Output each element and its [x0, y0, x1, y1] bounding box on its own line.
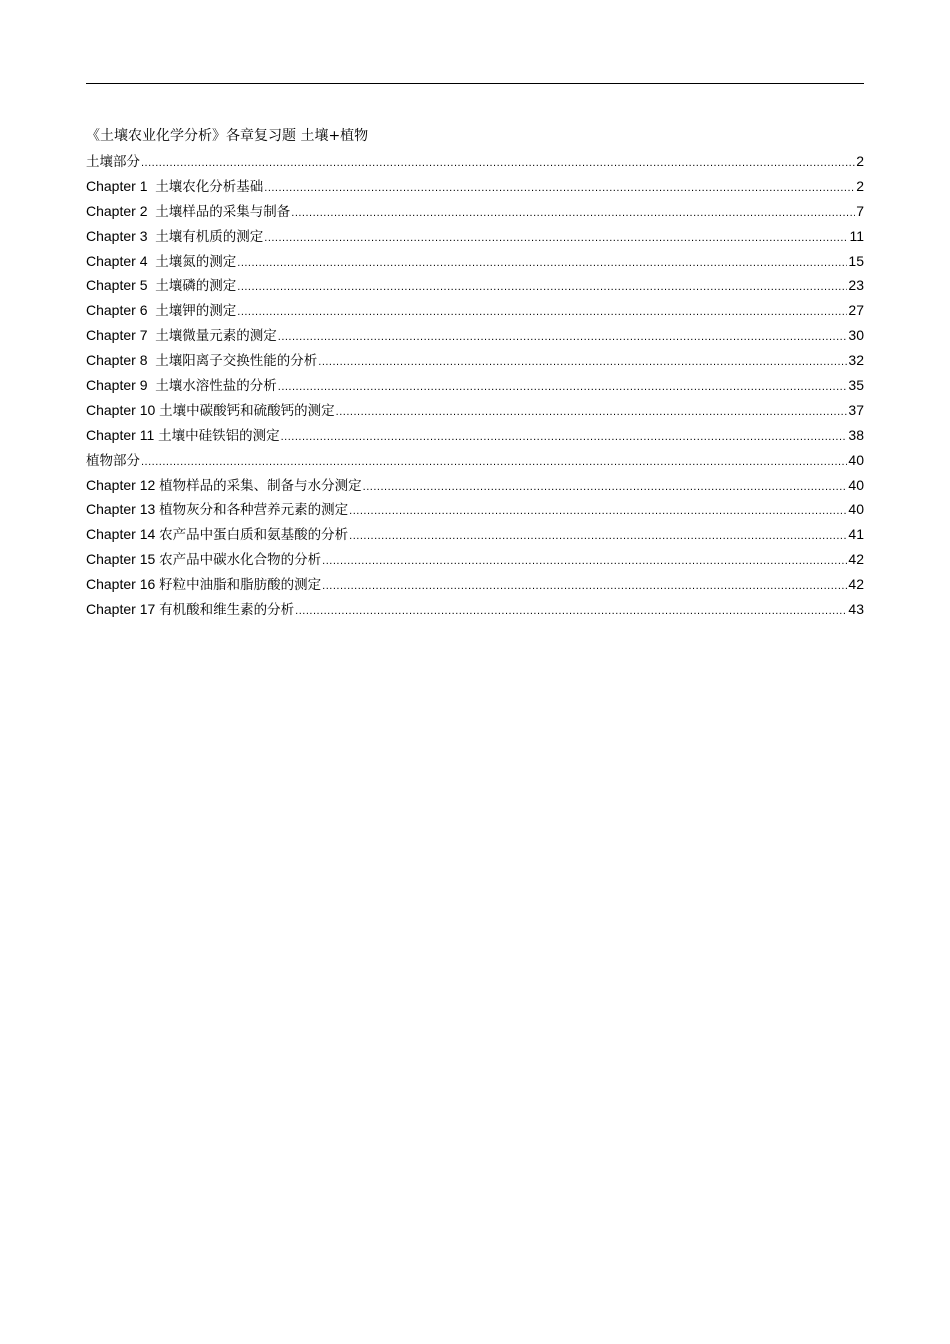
toc-entry-chapter-number: Chapter 16	[86, 576, 160, 593]
toc-entry[interactable]	[86, 549, 864, 574]
toc-entry-chapter-number: Chapter 10	[86, 401, 160, 418]
toc-dot-leader	[278, 327, 848, 347]
table-of-contents	[86, 151, 864, 624]
toc-dot-leader	[264, 228, 848, 248]
toc-entry-title: 土壤样品的采集与制备	[155, 203, 291, 220]
toc-entry-page-number: 15	[848, 252, 864, 269]
toc-entry[interactable]	[86, 251, 864, 276]
toc-dot-leader	[141, 153, 855, 173]
toc-dot-leader	[363, 477, 848, 497]
toc-entry-title: 籽粒中油脂和脂肪酸的测定	[159, 577, 322, 594]
toc-entry-chapter-number: Chapter 5	[86, 277, 156, 294]
toc-entry-title: 土壤中硅铁铝的测定	[158, 427, 280, 444]
toc-entry-title: 植物部分	[86, 452, 140, 469]
toc-entry-chapter-number: Chapter 17	[86, 601, 160, 618]
toc-entry-title: 土壤磷的测定	[155, 278, 237, 295]
toc-entry-title: 植物灰分和各种营养元素的测定	[159, 502, 349, 519]
toc-entry-page-number: 2	[856, 177, 864, 194]
toc-entry-title: 有机酸和维生素的分析	[159, 602, 295, 619]
document-title: 《土壤农业化学分析》各章复习题 土壤+植物	[86, 128, 369, 144]
toc-entry[interactable]	[86, 300, 864, 325]
toc-entry[interactable]	[86, 375, 864, 400]
toc-entry-chapter-number: Chapter 7	[86, 327, 156, 344]
toc-entry[interactable]	[86, 524, 864, 549]
toc-entry[interactable]	[86, 275, 864, 300]
toc-entry-title: 土壤氮的测定	[155, 253, 237, 270]
toc-entry-page-number: 40	[848, 501, 864, 518]
toc-entry[interactable]	[86, 574, 864, 599]
toc-entry-title: 土壤有机质的测定	[155, 228, 264, 245]
toc-entry-chapter-number: Chapter 6	[86, 302, 156, 319]
toc-entry-title: 土壤农化分析基础	[155, 178, 264, 195]
toc-entry[interactable]	[86, 201, 864, 226]
header-rule	[86, 83, 864, 84]
toc-entry-page-number: 41	[848, 526, 864, 543]
toc-entry-title: 农产品中碳水化合物的分析	[159, 552, 322, 569]
toc-entry[interactable]	[86, 325, 864, 350]
toc-entry-chapter-number: Chapter 4	[86, 252, 156, 269]
toc-entry-page-number: 38	[848, 426, 864, 443]
toc-dot-leader	[349, 501, 847, 521]
toc-entry-title: 土壤阳离子交换性能的分析	[155, 353, 318, 370]
toc-entry-chapter-number: Chapter 12	[86, 476, 160, 493]
toc-entry[interactable]	[86, 350, 864, 375]
toc-entry-chapter-number: Chapter 8	[86, 352, 156, 369]
toc-entry[interactable]	[86, 599, 864, 624]
toc-dot-leader	[349, 526, 847, 546]
toc-entry-chapter-number: Chapter 3	[86, 227, 156, 244]
toc-entry[interactable]	[86, 499, 864, 524]
toc-entry-chapter-number: Chapter 14	[86, 526, 160, 543]
toc-dot-leader	[264, 178, 855, 198]
toc-entry-chapter-number: Chapter 9	[86, 377, 156, 394]
toc-entry-chapter-number: Chapter 11	[86, 426, 159, 443]
toc-entry-page-number: 40	[848, 476, 864, 493]
toc-dot-leader	[336, 402, 848, 422]
toc-entry-page-number: 43	[848, 601, 864, 618]
toc-entry-title: 土壤部分	[86, 154, 140, 170]
toc-dot-leader	[281, 427, 848, 447]
toc-entry-chapter-number: Chapter 13	[86, 501, 160, 518]
toc-entry-page-number: 32	[848, 352, 864, 369]
toc-entry-title: 土壤微量元素的测定	[155, 328, 277, 345]
toc-entry-page-number: 11	[849, 227, 864, 244]
toc-entry-page-number: 23	[848, 277, 864, 294]
toc-entry[interactable]	[86, 151, 864, 176]
toc-entry-title: 土壤钾的测定	[155, 303, 237, 320]
toc-entry[interactable]	[86, 450, 864, 475]
toc-entry-page-number: 42	[848, 551, 864, 568]
toc-entry-page-number: 7	[856, 202, 864, 219]
toc-entry-title: 农产品中蛋白质和氨基酸的分析	[159, 527, 349, 544]
toc-entry-page-number: 35	[848, 377, 864, 394]
toc-dot-leader	[318, 352, 847, 372]
toc-entry-page-number: 2	[856, 153, 864, 169]
toc-entry-title: 土壤水溶性盐的分析	[155, 378, 277, 395]
toc-entry-chapter-number: Chapter 1	[86, 177, 156, 194]
toc-entry[interactable]	[86, 425, 864, 450]
toc-entry-chapter-number: Chapter 2	[86, 202, 156, 219]
toc-entry[interactable]	[86, 226, 864, 251]
toc-entry-title: 植物样品的采集、制备与水分测定	[159, 477, 362, 494]
toc-entry-title: 土壤中碳酸钙和硫酸钙的测定	[159, 402, 335, 419]
toc-entry-page-number: 40	[848, 451, 864, 468]
toc-dot-leader	[322, 551, 847, 571]
toc-entry[interactable]	[86, 400, 864, 425]
toc-dot-leader	[141, 452, 847, 472]
toc-entry-page-number: 37	[848, 401, 864, 418]
toc-entry-page-number: 30	[848, 327, 864, 344]
toc-dot-leader	[237, 302, 847, 322]
toc-entry[interactable]	[86, 176, 864, 201]
toc-dot-leader	[278, 377, 848, 397]
toc-entry-chapter-number: Chapter 15	[86, 551, 160, 568]
toc-dot-leader	[295, 601, 847, 621]
toc-dot-leader	[237, 277, 847, 297]
toc-dot-leader	[322, 576, 847, 596]
toc-entry[interactable]	[86, 475, 864, 500]
toc-entry-page-number: 42	[848, 576, 864, 593]
toc-dot-leader	[291, 203, 855, 223]
toc-entry-page-number: 27	[848, 302, 864, 319]
toc-dot-leader	[237, 253, 847, 273]
